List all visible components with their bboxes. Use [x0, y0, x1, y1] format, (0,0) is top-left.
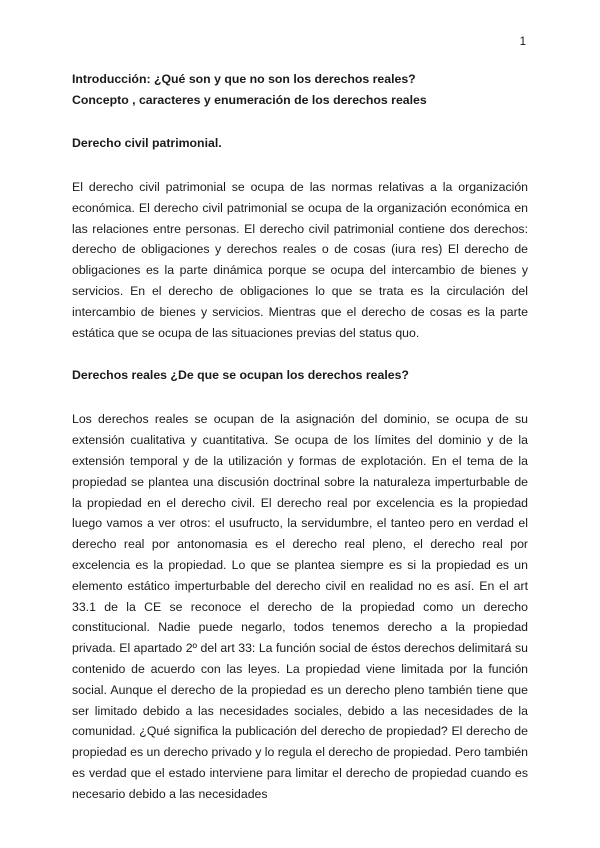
document-body	[72, 69, 528, 805]
section-heading-derechos-reales: Derechos reales ¿De que se ocupan los derechos reales?	[72, 368, 409, 383]
document-title-line-2: Concepto , caracteres y enumeración de los derechos reales	[72, 93, 427, 107]
section-heading-derecho-civil: Derecho civil patrimonial.	[72, 136, 222, 150]
spacer	[72, 154, 528, 177]
document-title-line-1: Introducción: ¿Qué son y que no son los derechos reales?	[72, 72, 416, 86]
spacer	[72, 111, 528, 133]
page-number: 1	[519, 36, 526, 48]
section-paragraph-derechos-reales: Los derechos reales se ocupan de la asignación del dominio, se ocupa de su extensión cualitativa y cuantitativa. Se ocupa de los límites del dominio y de la extensión temporal y de la utilización y formas de explotación. En el tema de la propiedad se plantea una discusión doctrinal sobre la naturaleza imperturbable de la propiedad en el derecho civil. El derecho real por excelencia es la propiedad luego vamos a ver otros: el usufructo, la servidumbre, el tanteo pero en verdad el derecho real por antonomasia es el derecho real pleno, el derecho real por excelencia es la propiedad. Lo que se plantea siempre es si la propiedad es un elemento estático imperturbable del derecho civil en realidad no es así. En el art 33.1 de la CE se reconoce el derecho de la propiedad como un derecho constitucional. Nadie puede negarlo, todos tenemos derecho a la propiedad privada. El apartado 2º del art 33: La función social de éstos derechos delimitará su contenido de acuerdo con las leyes. La propiedad viene limitada por la función social. Aunque el derecho de la propiedad es un derecho pleno también tiene que ser limitado debido a las necesidades sociales, debido a las necesidades de la comunidad. ¿Qué significa la publicación del derecho de propiedad? El derecho de propiedad es un derecho privado y lo regula el derecho de propiedad. Pero también es verdad que el estado interviene para limitar el derecho de propiedad cuando es necesario debido a las necesidades	[72, 412, 528, 801]
section-paragraph-derecho-civil: El derecho civil patrimonial se ocupa de las normas relativas a la organización económica. El derecho civil patrimonial se ocupa de la organización económica en las relaciones entre personas. El derecho civil patrimonial contiene dos derechos: derecho de obligaciones y derechos reales o de cosas (iura res) El derecho de obligaciones es la parte dinámica porque se ocupa del intercambio de bienes y servicios. En el derecho de obligaciones lo que se trata es la circulación del intercambio de bienes y servicios. Mientras que el derecho de cosas es la parte estática que se ocupa de las situaciones previas del status quo.	[72, 180, 528, 340]
spacer	[72, 343, 528, 365]
spacer	[72, 386, 528, 409]
